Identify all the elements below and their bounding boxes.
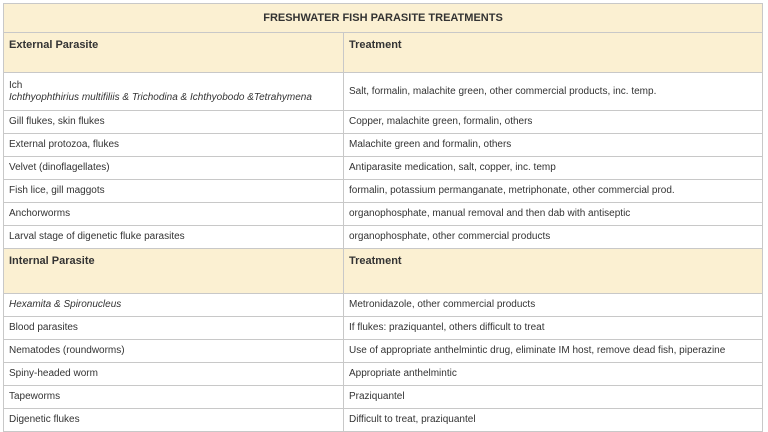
treatment-cell: Malachite green and formalin, others: [344, 134, 763, 157]
parasite-cell: Hexamita & Spironucleus: [4, 294, 344, 317]
treatment-cell: Praziquantel: [344, 386, 763, 409]
parasite-cell: Anchorworms: [4, 203, 344, 226]
treatment-cell: Copper, malachite green, formalin, others: [344, 111, 763, 134]
treatment-cell: Difficult to treat, praziquantel: [344, 409, 763, 432]
parasite-cell: Nematodes (roundworms): [4, 340, 344, 363]
table-row: [4, 409, 763, 432]
internal-header-row: [4, 249, 763, 294]
parasite-cell: External protozoa, flukes: [4, 134, 344, 157]
treatment-cell: If flukes: praziquantel, others difficult to treat: [344, 317, 763, 340]
table-row: [4, 73, 763, 111]
table-row: [4, 134, 763, 157]
parasite-treatment-table-container: [3, 3, 762, 432]
parasite-cell: Blood parasites: [4, 317, 344, 340]
treatment-cell: Antiparasite medication, salt, copper, inc. temp: [344, 157, 763, 180]
parasite-cell: Larval stage of digenetic fluke parasites: [4, 226, 344, 249]
table-title-row: [4, 4, 763, 33]
parasite-treatment-table: [3, 3, 763, 432]
treatment-cell: Metronidazole, other commercial products: [344, 294, 763, 317]
parasite-cell: [4, 73, 344, 111]
table-row: [4, 317, 763, 340]
external-header-row: [4, 33, 763, 73]
table-row: [4, 294, 763, 317]
treatment-cell: Use of appropriate anthelmintic drug, eliminate IM host, remove dead fish, piperazine: [344, 340, 763, 363]
internal-treatment-header: Treatment: [344, 249, 763, 294]
parasite-name: Ich: [9, 79, 23, 91]
parasite-scientific-names: Ichthyophthirius multifiliis & Trichodina & Ichthyobodo &Tetrahymena: [9, 91, 312, 103]
parasite-cell: Gill flukes, skin flukes: [4, 111, 344, 134]
treatment-cell: formalin, potassium permanganate, metriphonate, other commercial prod.: [344, 180, 763, 203]
table-row: [4, 340, 763, 363]
table-title: FRESHWATER FISH PARASITE TREATMENTS: [4, 4, 763, 33]
parasite-cell: Spiny-headed worm: [4, 363, 344, 386]
table-row: [4, 203, 763, 226]
parasite-cell: Velvet (dinoflagellates): [4, 157, 344, 180]
treatment-cell: organophosphate, manual removal and then dab with antiseptic: [344, 203, 763, 226]
parasite-cell: Digenetic flukes: [4, 409, 344, 432]
table-row: [4, 226, 763, 249]
parasite-cell: Fish lice, gill maggots: [4, 180, 344, 203]
treatment-cell: organophosphate, other commercial products: [344, 226, 763, 249]
table-row: [4, 180, 763, 203]
parasite-cell: Tapeworms: [4, 386, 344, 409]
table-row: [4, 363, 763, 386]
table-row: [4, 157, 763, 180]
external-parasite-header: External Parasite: [4, 33, 344, 73]
table-row: [4, 386, 763, 409]
internal-parasite-header: Internal Parasite: [4, 249, 344, 294]
table-row: [4, 111, 763, 134]
treatment-cell: Salt, formalin, malachite green, other commercial products, inc. temp.: [344, 73, 763, 111]
treatment-cell: Appropriate anthelmintic: [344, 363, 763, 386]
external-treatment-header: Treatment: [344, 33, 763, 73]
